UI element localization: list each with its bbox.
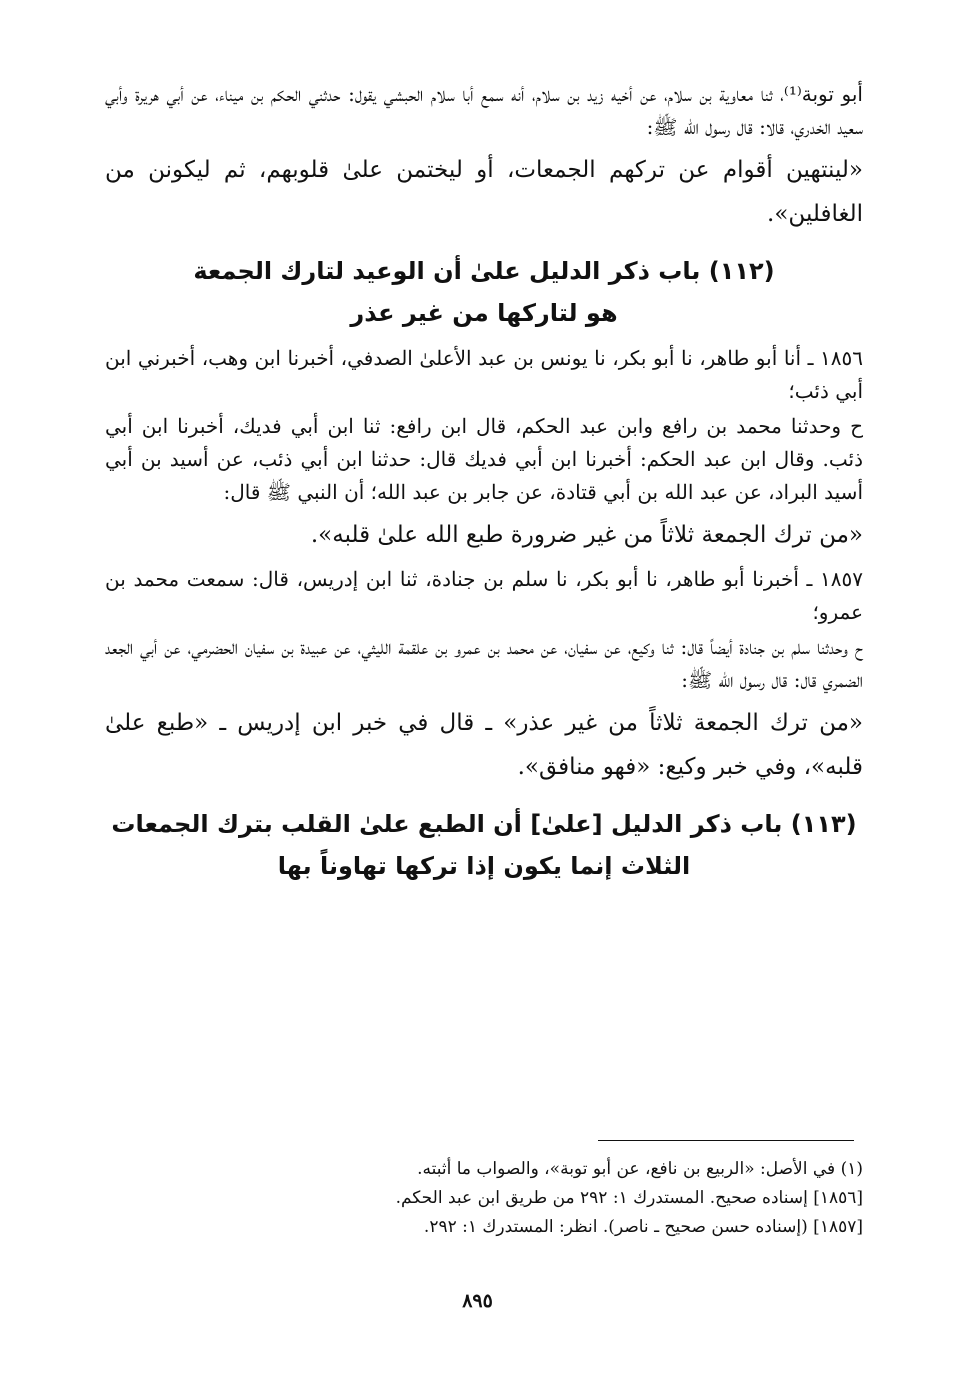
chapter-heading-112 <box>105 250 863 334</box>
hadith-chain-paragraph: أبو توبة⁽¹⁾، ثنا معاوية بن سلام، عن أخيه زيد بن سلام، أنه سمع أبا سلام الحبشي يقول: حدثني الحكم بن ميناء، عن أبي هريرة وأبي سعيد الخدري، قالا: قال رسول الله ﷺ: <box>105 82 863 139</box>
chapter-heading-line: هو لتاركها من غير عذر <box>350 299 618 327</box>
chapter-heading-line: (١١٣) باب ذكر الدليل [علىٰ] أن الطبع علىٰ القلب بترك الجمعات <box>111 810 857 838</box>
chapter-heading-113 <box>105 803 863 887</box>
footnote-1: (١) في الأصل: «الربيع بن نافع، عن أبو توبة»، والصواب ما أثبته. <box>417 1159 863 1179</box>
page-number: ٨٩٥ <box>462 1290 493 1312</box>
hadith-1856-text: «من ترك الجمعة ثلاثاً من غير ضرورة طبع الله علىٰ قلبه». <box>310 522 863 548</box>
page-body <box>105 78 863 895</box>
hadith-text-quote: «لينتهين أقوام عن تركهم الجمعات، أو ليختمن علىٰ قلوبهم، ثم ليكونن من الغافلين». <box>105 157 863 227</box>
footnote-1857: [١٨٥٧] (إسناده حسن صحيح ـ ناصر). انظر: المستدرك ١: ٢٩٢. <box>423 1217 863 1237</box>
hadith-1857-text: «من ترك الجمعة ثلاثاً من غير عذر» ـ قال في خبر ابن إدريس ـ «طبع علىٰ قلبه»، وفي خبر وكيع: «فهو منافق». <box>105 710 863 780</box>
hadith-1856-alt-chain: ح وحدثنا محمد بن رافع وابن عبد الحكم، قال ابن رافع: ثنا ابن أبي فديك، أخبرنا ابن أبي ذئب. وقال ابن عبد الحكم: أخبرنا ابن أبي فديك قال: حدثنا ابن أبي ذئب، عن أسيد بن أبي أسيد البراد، عن عبد الله بن أبي قتادة، عن جابر بن عبد الله؛ أن النبي ﷺ قال: <box>105 414 864 504</box>
footnote-1856: [١٨٥٦] إسناده صحيح. المستدرك ١: ٢٩٢ من طريق ابن عبد الحكم. <box>395 1188 863 1208</box>
hadith-1856-chain: ١٨٥٦ ـ أنا أبو طاهر، نا أبو بكر، نا يونس بن عبد الأعلىٰ الصدفي، أخبرنا ابن وهب، أخبرني ابن أبي ذئب؛ <box>105 346 863 403</box>
hadith-1857-alt-chain: ح وحدثنا سلم بن جنادة أيضاً قال: ثنا وكيع، عن سفيان، عن محمد بن عمرو بن علقمة الليثي، عن عبيدة بن سفيان الحضرمي، عن أبي الجعد الضمري قال: قال رسول الله ﷺ: <box>105 635 863 692</box>
chapter-heading-line: (١١٢) باب ذكر الدليل علىٰ أن الوعيد لتارك الجمعة <box>193 257 775 285</box>
chapter-heading-line: الثلاث إنما يكون إذا تركها تهاوناً بها <box>277 852 691 880</box>
hadith-1857-chain: ١٨٥٧ ـ أخبرنا أبو طاهر، نا أبو بكر، نا سلم بن جنادة، ثنا ابن إدريس، قال: سمعت محمد بن عمرو؛ <box>105 567 863 624</box>
footnotes <box>105 1155 863 1242</box>
footnote-separator <box>598 1140 854 1141</box>
